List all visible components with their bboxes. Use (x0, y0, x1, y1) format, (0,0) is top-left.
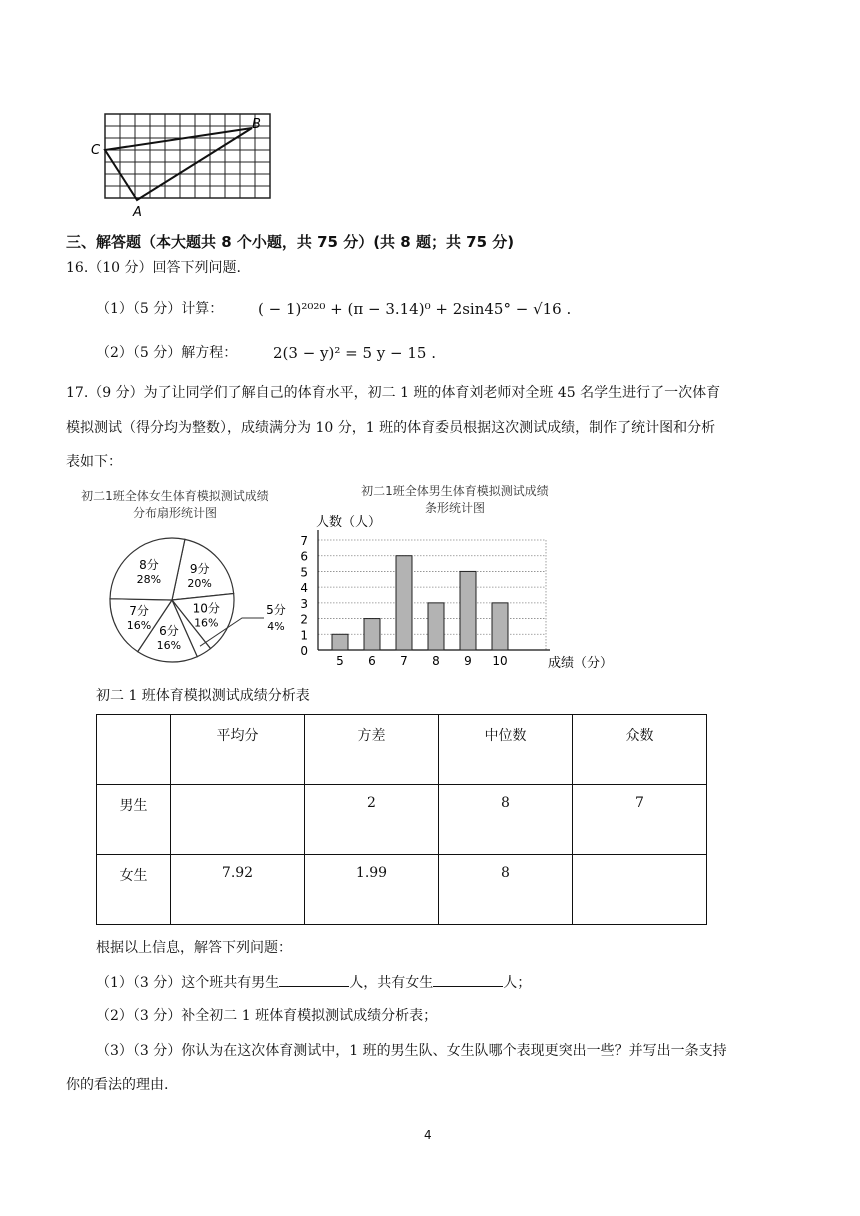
table-row-boys (97, 785, 707, 855)
answer-blank-boys[interactable] (279, 972, 349, 987)
bar-ytick-7: 7 (300, 534, 308, 548)
bar-ytick-2: 2 (300, 612, 308, 627)
bar-xtick-8: 8 (432, 654, 440, 668)
pie-label-2: 5分 (266, 603, 286, 617)
cell-boys-mean (171, 785, 305, 855)
pie-label-1: 10分 (192, 601, 220, 616)
table-row-girls (97, 855, 707, 925)
bar-6 (364, 619, 380, 650)
bar-ytick-0: 0 (300, 644, 308, 658)
pie-label-5: 8分 (139, 557, 159, 572)
cell-boys-mode: 7 (573, 785, 707, 855)
q16-part2-label: （2）（5 分）解方程： (96, 345, 238, 361)
bar-ylabel: 人数（人） (316, 515, 382, 530)
pie-label-3: 6分 (159, 624, 179, 639)
pie-chart-title (80, 487, 270, 521)
pie-percent-5: 28% (136, 572, 162, 586)
cell-girls-median: 8 (439, 855, 573, 925)
pie-percent-0: 20% (187, 577, 212, 591)
bar-xtick-5: 5 (336, 654, 344, 668)
page-number: 4 (424, 1128, 432, 1142)
bar-ytick-5: 5 (300, 565, 308, 580)
header-cell-1: 平均分 (171, 715, 305, 785)
pie-title-line-1: 初二1班全体女生体育模拟测试成绩 (81, 489, 269, 503)
header-cell-0 (97, 715, 171, 785)
table-caption: 初二 1 班体育模拟测试成绩分析表 (96, 688, 310, 704)
grid-lines (105, 114, 270, 198)
q17-instructions: 根据以上信息，解答下列问题： (96, 940, 292, 956)
bar-chart (290, 510, 630, 674)
bar-title-line-1: 初二1班全体男生体育模拟测试成绩 (361, 484, 549, 498)
q17-sub1-part-c: 人； (503, 975, 532, 991)
q17-sub1-part-a: （1）（3 分）这个班共有男生 (96, 975, 280, 991)
bar-title-line-2: 条形统计图 (424, 501, 485, 515)
cell-girls-label: 女生 (97, 855, 171, 925)
table-header-row (97, 715, 707, 785)
bar-10 (492, 603, 508, 650)
analysis-table (96, 714, 707, 925)
pie-percent-1: 16% (194, 616, 219, 630)
q17-line-1: 17.（9 分）为了让同学们了解自己的体育水平，初二 1 班的体育刘老师对全班 45 名学生进行了一次体育 (66, 385, 721, 401)
pie-percent-2: 4% (267, 620, 285, 633)
bar-5 (332, 634, 348, 650)
q17-sub1-part-b: 人，共有女生 (349, 975, 434, 991)
bar-ytick-6: 6 (300, 549, 308, 564)
bar-ytick-4: 4 (300, 581, 308, 596)
q16-part1-formula: ( − 1)²⁰²⁰ + (π − 3.14)⁰ + 2sin45° − √16 . (258, 300, 572, 318)
cell-boys-label: 男生 (97, 785, 171, 855)
bar-9 (460, 571, 476, 650)
q17-sub1 (96, 972, 531, 993)
q17-sub3-line-1: （3）（3 分）你认为在这次体育测试中，1 班的男生队、女生队哪个表现更突出一些？并写出一条支持 (96, 1043, 727, 1059)
pie-label-0: 9分 (189, 562, 210, 577)
bar-ytick-1: 1 (300, 628, 308, 643)
cell-boys-variance: 2 (305, 785, 439, 855)
q17-line-2: 模拟测试（得分均为整数），成绩满分为 10 分，1 班的体育委员根据这次测试成绩，制作了统计图和分析 (66, 420, 716, 436)
q16-part1-label: （1）（5 分）计算： (96, 301, 224, 317)
answer-blank-girls[interactable] (433, 972, 503, 987)
bar-7 (396, 556, 412, 650)
pie-title-line-2: 分布扇形统计图 (132, 506, 217, 520)
cell-boys-median: 8 (439, 785, 573, 855)
cell-girls-variance: 1.99 (305, 855, 439, 925)
section-title: 三、解答题（本大题共 8 个小题，共 75 分）(共 8 题；共 75 分) (66, 233, 515, 251)
bar-xtick-9: 9 (464, 654, 472, 668)
pie-label-4: 7分 (129, 604, 149, 619)
q17-sub3-line-2: 你的看法的理由. (66, 1077, 169, 1093)
header-cell-4: 众数 (573, 715, 707, 785)
pie-percent-3: 16% (156, 639, 182, 653)
cell-girls-mode (573, 855, 707, 925)
bar-xtick-10: 10 (492, 654, 508, 668)
bar-xtick-6: 6 (368, 654, 376, 668)
bar-xtick-7: 7 (400, 654, 408, 668)
q17-line-3: 表如下： (66, 454, 122, 470)
label-c: C (91, 143, 101, 158)
bar-xlabel: 成绩（分） (548, 656, 614, 671)
label-a: A (133, 205, 142, 218)
pie-chart (96, 530, 286, 670)
q16-part2-formula: 2(3 − y)² = 5 y − 15 . (273, 344, 437, 362)
bar-ytick-3: 3 (300, 596, 308, 611)
triangle-abc (105, 128, 252, 200)
header-cell-2: 方差 (305, 715, 439, 785)
label-b: B (252, 117, 261, 132)
cell-girls-mean: 7.92 (171, 855, 305, 925)
pie-percent-4: 16% (126, 619, 152, 633)
q16-stem: 16.（10 分）回答下列问题. (66, 260, 241, 276)
header-cell-3: 中位数 (439, 715, 573, 785)
bar-8 (428, 603, 444, 650)
grid-figure (90, 108, 280, 218)
q17-sub2: （2）（3 分）补全初二 1 班体育模拟测试成绩分析表； (96, 1008, 438, 1024)
